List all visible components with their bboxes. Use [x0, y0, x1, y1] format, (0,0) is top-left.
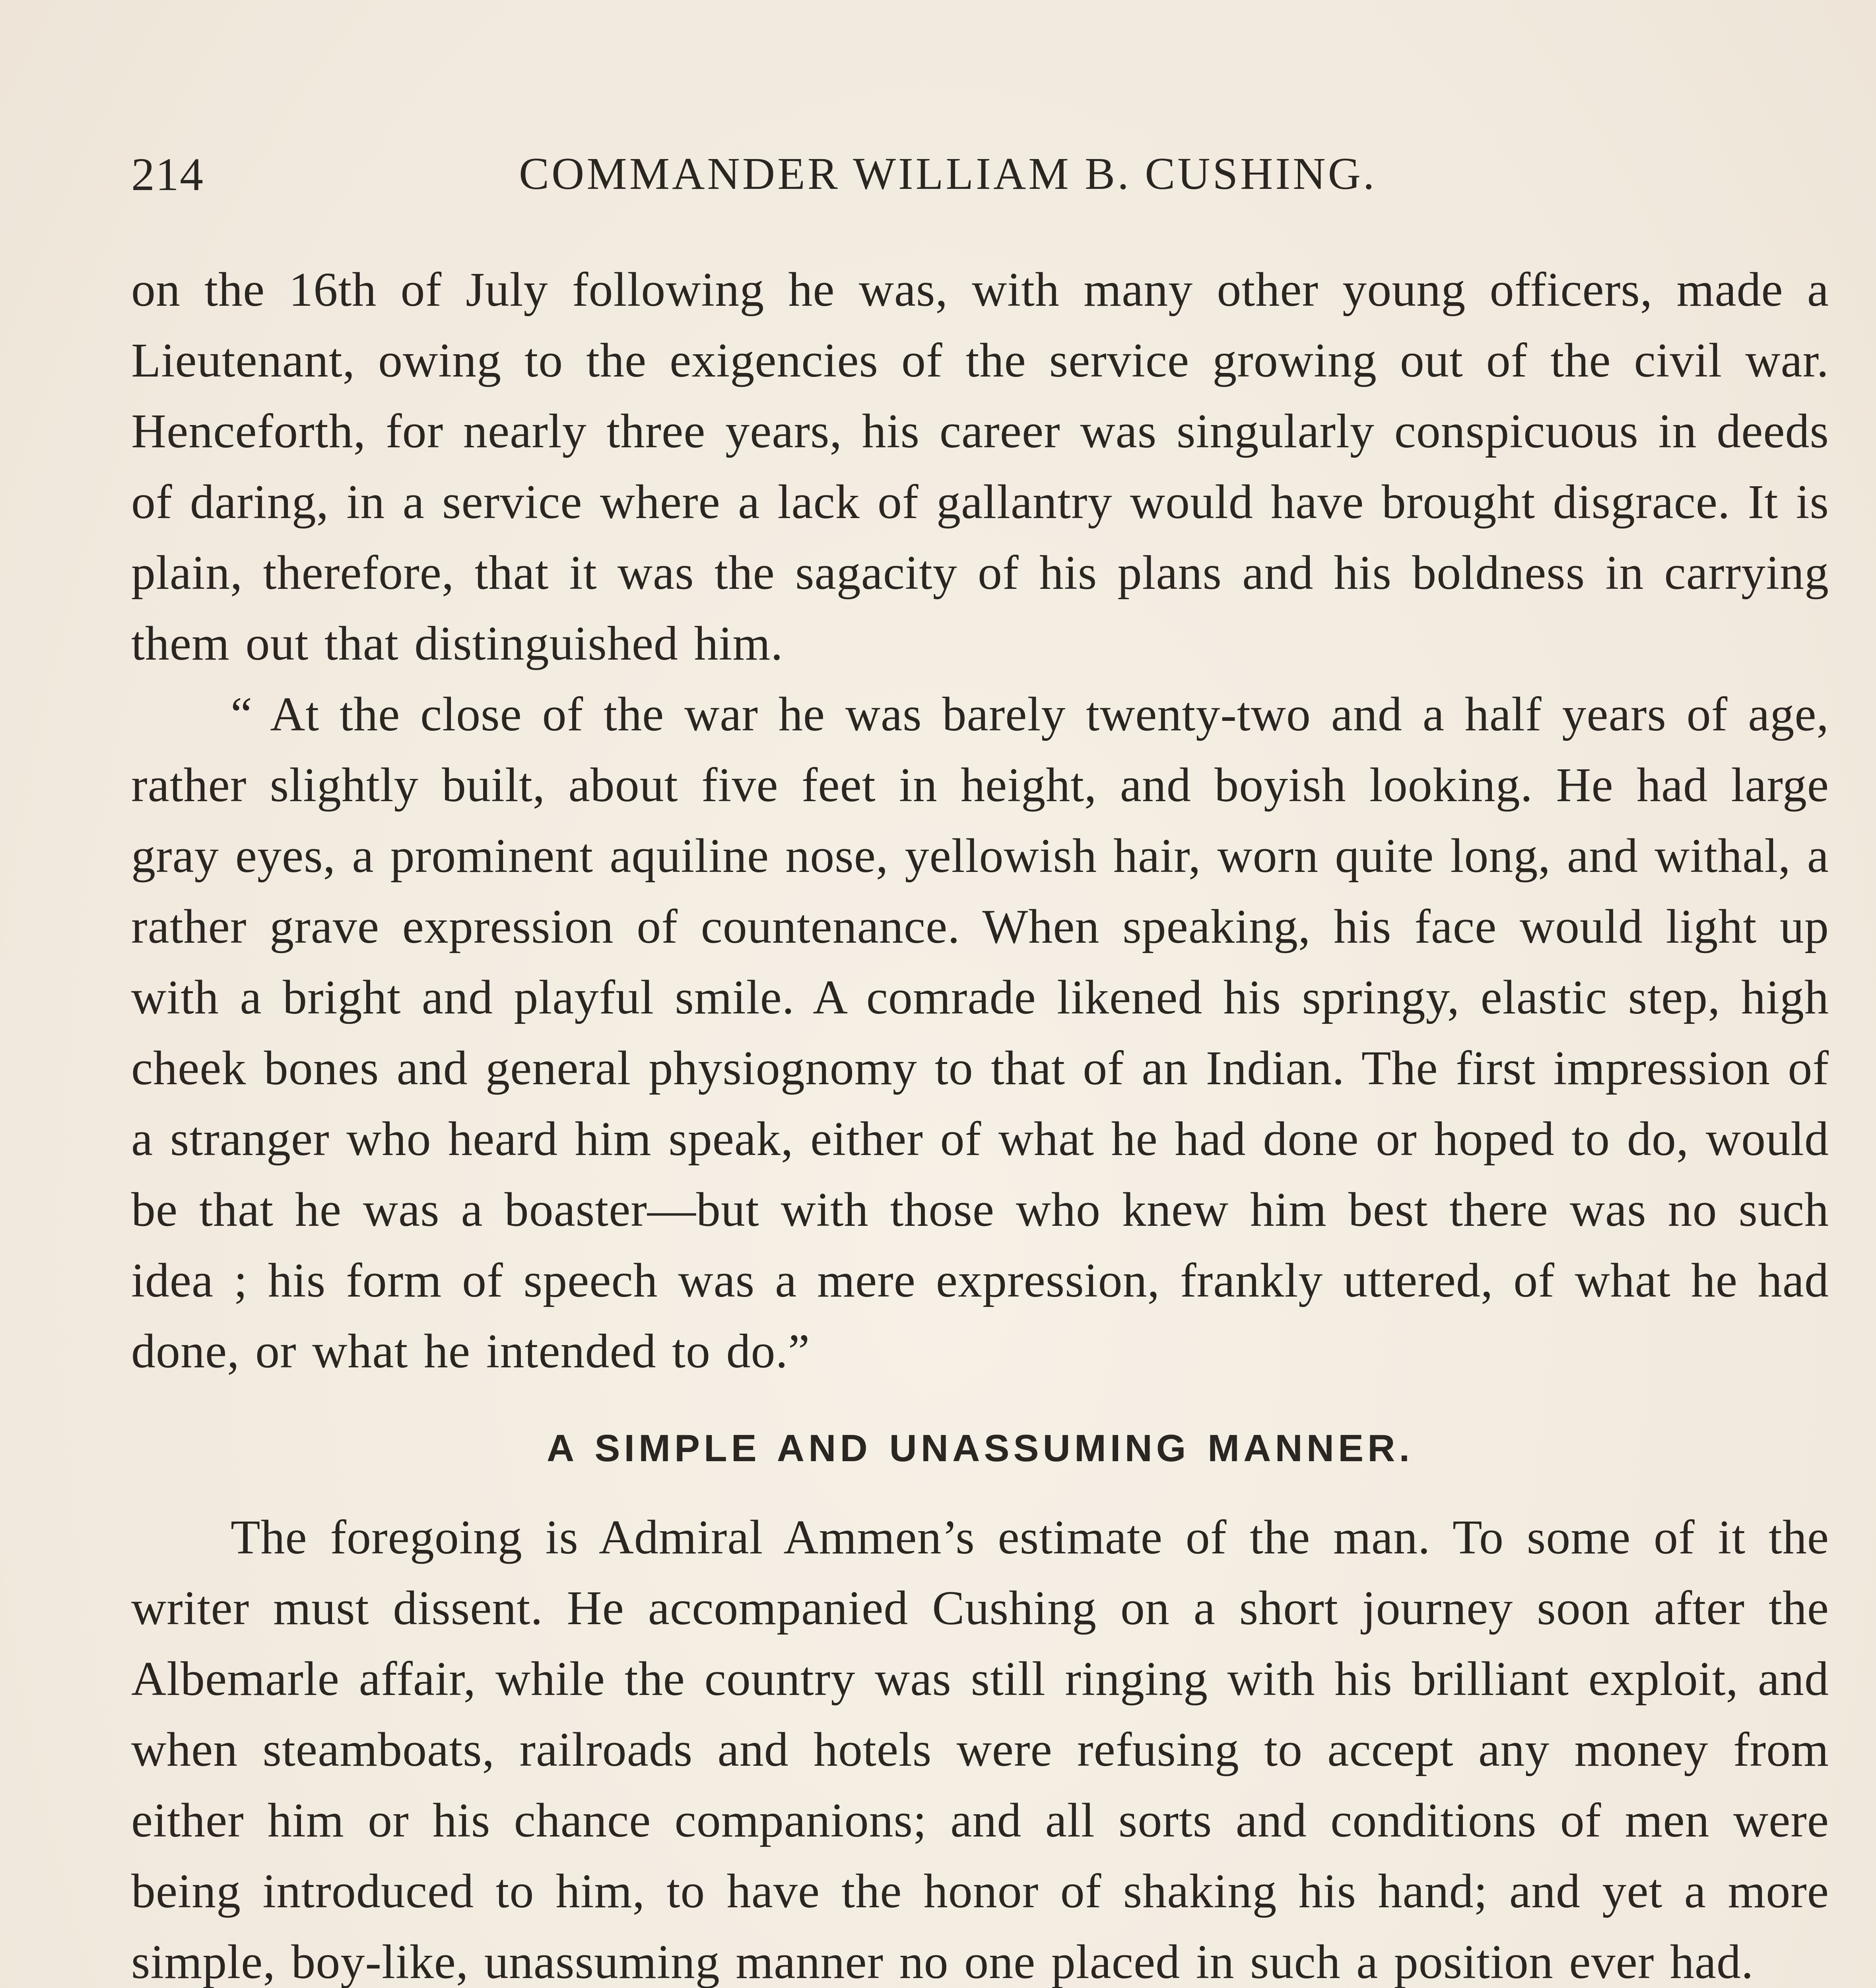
paragraph-3: The foregoing is Admiral Ammen’s estimate of the man. To some of it the writer must dissent. He accompanied Cushing on a short journey soon after the Albemarle affair, while the country was still ringing with his brilliant exploit, and when steamboats, railroads and hotels were refusing to accept any money from either him or his chance companions; and all sorts and conditions of men were being introduced to him, to have the honor of shaking his hand; and yet a more simple, boy-like, unassuming manner no one placed in such a position ever had.: [131, 1510, 1829, 1988]
paragraph-1: on the 16th of July following he was, with many other young officers, made a Lieutenant, owing to the exigencies of the service growing out of the civil war. Henceforth, for nearly three years, his career was singularly conspicuous in deeds of daring, in a service where a lack of gallantry would have brought disgrace. It is plain, therefore, that it was the sagacity of his plans and his boldness in carrying them out that distinguished him.: [131, 263, 1829, 670]
paragraph-2: “ At the close of the war he was barely twenty-two and a half years of age, rather slightly built, about five feet in height, and boyish looking. He had large gray eyes, a prominent aquiline nose, yellowish hair, worn quite long, and withal, a rather grave expression of countenance. When speaking, his face would light up with a bright and playful smile. A comrade likened his springy, elastic step, high cheek bones and general physiognomy to that of an Indian. The first impression of a stranger who heard him speak, either of what he had done or hoped to do, would be that he was a boaster—but with those who knew him best there was no such idea ; his form of speech was a mere expression, frankly uttered, of what he had done, or what he intended to do.”: [131, 687, 1829, 1378]
page-number: 214: [131, 148, 204, 200]
body-text: [131, 254, 1829, 1988]
section-heading: A SIMPLE AND UNASSUMING MANNER.: [546, 1427, 1414, 1470]
running-head: COMMANDER WILLIAM B. CUSHING.: [519, 148, 1377, 199]
page-header: [131, 148, 1829, 223]
